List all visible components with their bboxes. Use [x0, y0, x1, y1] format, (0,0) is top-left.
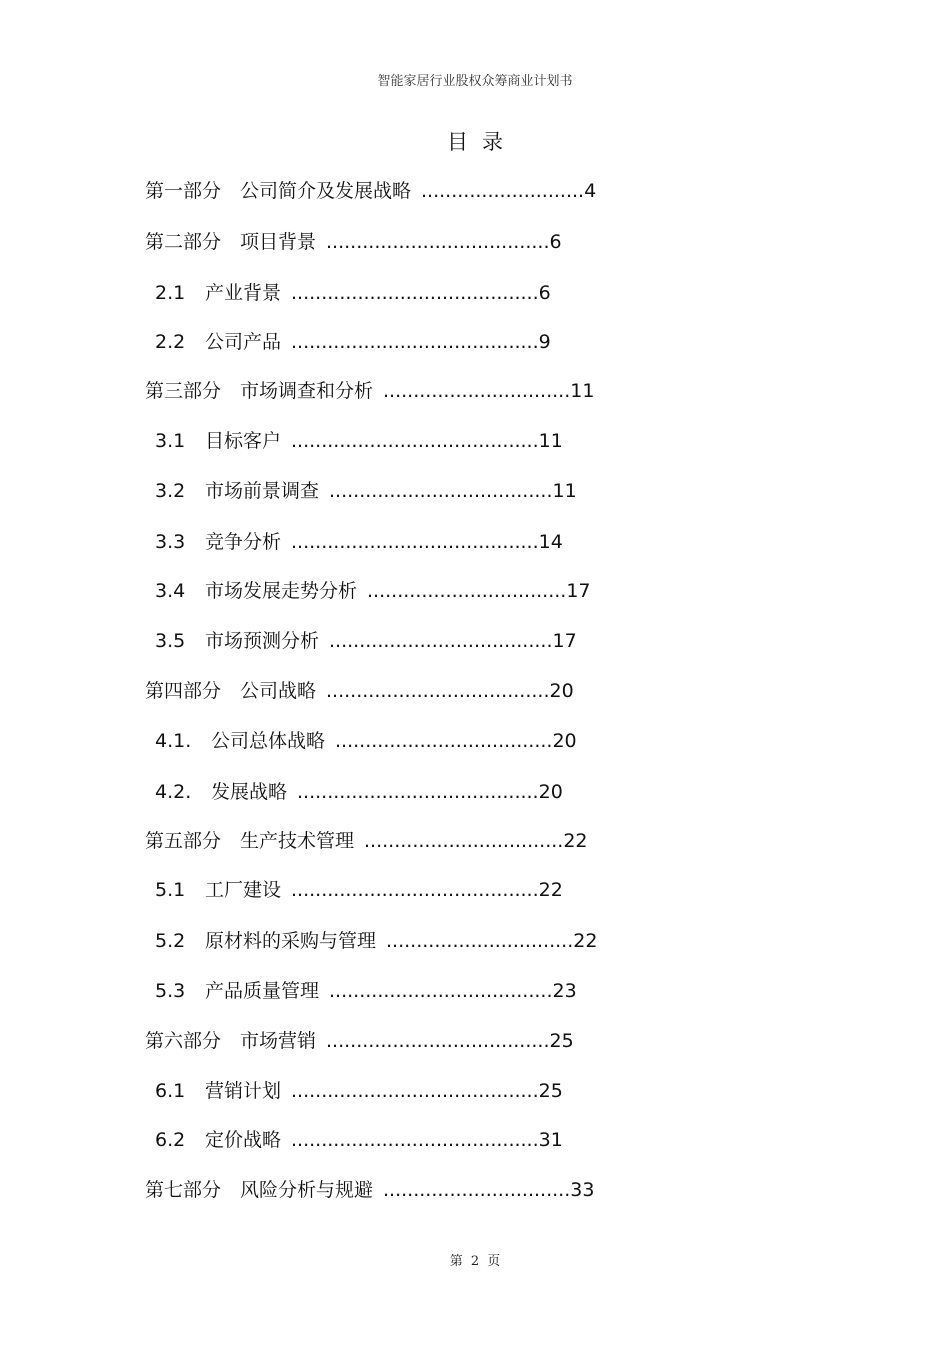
toc-entry-label: 第二部分 项目背景: [145, 231, 317, 253]
toc-entry-number: 3.2: [155, 480, 186, 502]
toc-entry-page-number: 23: [552, 980, 577, 1002]
toc-entry-label: 产品质量管理: [205, 980, 320, 1002]
toc-entry-page-number: 4: [584, 180, 597, 202]
toc-entry-number: 4.2.: [155, 781, 192, 803]
toc-entry[interactable]: [155, 877, 563, 903]
toc-entry-leader: .....................................: [329, 980, 553, 1002]
toc-entry-leader: .....................................: [326, 1030, 550, 1052]
toc-entry-label: 营销计划: [205, 1080, 282, 1102]
toc-entry-number: 3.5: [155, 630, 186, 652]
toc-entry-page-number: 22: [573, 930, 598, 952]
toc-entry-page-number: 22: [563, 830, 588, 852]
toc-entry-number: 5.1: [155, 879, 186, 901]
toc-entry-leader: .....................................: [329, 630, 553, 652]
toc-entry-number: 3.4: [155, 580, 186, 602]
toc-entry-number: 3.1: [155, 430, 186, 452]
toc-entry[interactable]: [145, 828, 588, 854]
toc-entry[interactable]: [155, 928, 597, 954]
toc-entry-number: 4.1.: [155, 730, 192, 752]
toc-entry-number: 6.2: [155, 1129, 186, 1151]
toc-entry-leader: .........................................: [291, 1080, 539, 1102]
toc-entry-label: 原材料的采购与管理: [205, 930, 377, 952]
page-title: 目录: [447, 130, 517, 154]
toc-entry-label: 市场发展走势分析: [205, 580, 358, 602]
toc-entry-page-number: 20: [552, 730, 577, 752]
toc-entry[interactable]: [155, 478, 577, 504]
toc-entry[interactable]: [145, 178, 596, 204]
toc-entry-label: 定价战略: [205, 1129, 282, 1151]
toc-entry[interactable]: [155, 1078, 563, 1104]
toc-entry[interactable]: [155, 779, 563, 805]
toc-entry-label: 第四部分 公司战略: [145, 680, 317, 702]
toc-entry-leader: .........................................: [291, 430, 539, 452]
toc-entry[interactable]: [155, 978, 577, 1004]
toc-entry-label: 市场预测分析: [205, 630, 320, 652]
toc-entry-label: 产业背景: [205, 282, 282, 304]
toc-entry-leader: .................................: [364, 830, 564, 852]
toc-entry-label: 竞争分析: [205, 531, 282, 553]
toc-entry-label: 发展战略: [211, 781, 288, 803]
toc-entry-leader: ...............................: [386, 930, 574, 952]
toc-entry[interactable]: [145, 1177, 594, 1203]
toc-entry-page-number: 33: [570, 1179, 595, 1201]
toc-entry-number: 6.1: [155, 1080, 186, 1102]
toc-entry-page-number: 25: [538, 1080, 563, 1102]
toc-entry-label: 市场前景调查: [205, 480, 320, 502]
toc-entry[interactable]: [155, 578, 591, 604]
toc-entry-leader: .................................: [367, 580, 567, 602]
toc-entry-label: 目标客户: [205, 430, 282, 452]
toc-entry-page-number: 22: [538, 879, 563, 901]
toc-entry-leader: .........................................: [291, 879, 539, 901]
toc-entry-page-number: 20: [538, 781, 563, 803]
toc-entry-page-number: 25: [549, 1030, 574, 1052]
toc-entry[interactable]: [155, 329, 551, 355]
toc-entry-page-number: 11: [538, 430, 563, 452]
toc-entry[interactable]: [145, 378, 594, 404]
toc-entry-page-number: 11: [570, 380, 595, 402]
toc-entry-page-number: 9: [538, 331, 551, 353]
toc-entry-label: 公司总体战略: [211, 730, 326, 752]
toc-entry-label: 工厂建设: [205, 879, 282, 901]
toc-entry[interactable]: [155, 728, 577, 754]
running-header: 智能家居行业股权众筹商业计划书: [377, 74, 573, 89]
toc-entry-leader: .........................................: [291, 1129, 539, 1151]
toc-entry-page-number: 6: [549, 231, 562, 253]
toc-entry[interactable]: [145, 229, 562, 255]
toc-entry-page-number: 17: [566, 580, 591, 602]
toc-entry-leader: ........................................: [297, 781, 539, 803]
toc-entry-leader: ...............................: [383, 1179, 571, 1201]
toc-entry-number: 5.3: [155, 980, 186, 1002]
toc-entry-page-number: 20: [549, 680, 574, 702]
toc-entry-label: 第七部分 风险分析与规避: [145, 1179, 374, 1201]
toc-entry-leader: .....................................: [326, 231, 550, 253]
toc-entry-label: 公司产品: [205, 331, 282, 353]
toc-entry-page-number: 14: [538, 531, 563, 553]
toc-entry-page-number: 6: [538, 282, 551, 304]
toc-entry-number: 2.2: [155, 331, 186, 353]
toc-entry-page-number: 31: [538, 1129, 563, 1151]
toc-entry-leader: .........................................: [291, 282, 539, 304]
toc-entry-leader: ...............................: [383, 380, 571, 402]
toc-entry-leader: ...........................: [421, 180, 585, 202]
toc-entry-leader: .........................................: [291, 531, 539, 553]
toc-entry-label: 第三部分 市场调查和分析: [145, 380, 374, 402]
toc-entry-number: 2.1: [155, 282, 186, 304]
toc-entry[interactable]: [155, 529, 563, 555]
toc-entry-number: 5.2: [155, 930, 186, 952]
toc-entry-leader: ....................................: [335, 730, 553, 752]
toc-entry[interactable]: [155, 1127, 563, 1153]
toc-entry[interactable]: [145, 1028, 574, 1054]
toc-entry-leader: .....................................: [329, 480, 553, 502]
toc-entry-leader: .........................................: [291, 331, 539, 353]
toc-entry[interactable]: [155, 280, 551, 306]
toc-entry-leader: .....................................: [326, 680, 550, 702]
toc-entry-label: 第六部分 市场营销: [145, 1030, 317, 1052]
toc-entry[interactable]: [155, 628, 577, 654]
page-number: 第 2 页: [449, 1254, 501, 1269]
toc-entry-label: 第五部分 生产技术管理: [145, 830, 355, 852]
toc-entry[interactable]: [145, 678, 574, 704]
toc-entry-label: 第一部分 公司简介及发展战略: [145, 180, 412, 202]
toc-entry[interactable]: [155, 428, 563, 454]
toc-entry-page-number: 11: [552, 480, 577, 502]
toc-entry-page-number: 17: [552, 630, 577, 652]
toc-entry-number: 3.3: [155, 531, 186, 553]
